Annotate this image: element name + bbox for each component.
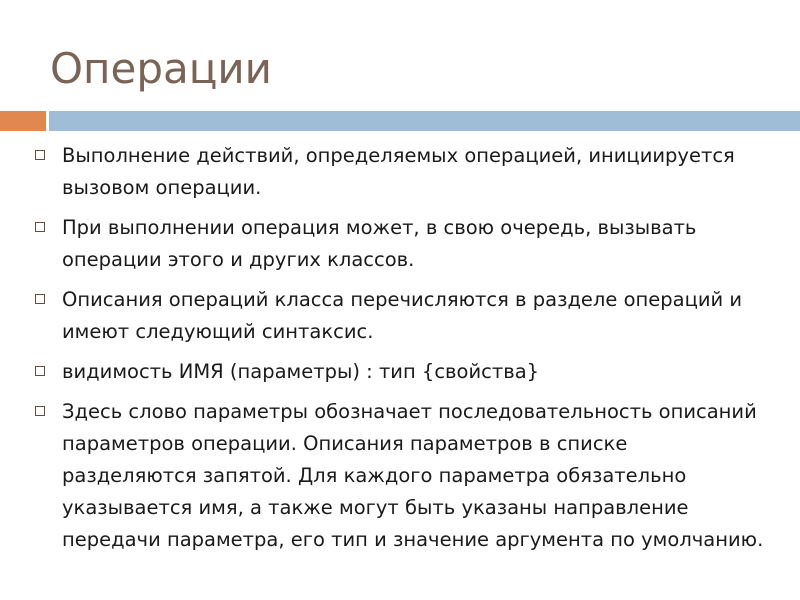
hollow-square-icon xyxy=(35,406,45,416)
hollow-square-icon xyxy=(35,222,45,232)
bullet-item xyxy=(34,284,764,348)
accent-bar-blue xyxy=(49,111,800,131)
bullet-item xyxy=(34,356,764,388)
bullet-item xyxy=(34,140,764,204)
bullet-item xyxy=(34,396,764,556)
slide-title: Операции xyxy=(50,44,272,93)
bullet-item xyxy=(34,212,764,276)
bullet-text: Выполнение действий, определяемых операцией, инициируется вызовом операции. xyxy=(62,144,735,199)
hollow-square-icon xyxy=(35,294,45,304)
bullet-text: Описания операций класса перечисляются в разделе операций и имеют следующий синтаксис. xyxy=(62,288,743,343)
accent-bar-orange xyxy=(0,111,46,131)
hollow-square-icon xyxy=(35,366,45,376)
bullet-text: видимость ИМЯ (параметры) : тип {свойства} xyxy=(62,360,540,383)
hollow-square-icon xyxy=(35,150,45,160)
bullet-text: При выполнении операция может, в свою очередь, вызывать операции этого и других классов. xyxy=(62,216,697,271)
bullet-list xyxy=(34,140,764,564)
bullet-text: Здесь слово параметры обозначает последовательность описаний параметров операции. Описания параметров в списке разделяются запятой. Для каждого параметра обязательно указывается имя, а также могут быть указаны направление передачи параметра, его тип и значение аргумента по умолчанию. xyxy=(62,400,764,551)
